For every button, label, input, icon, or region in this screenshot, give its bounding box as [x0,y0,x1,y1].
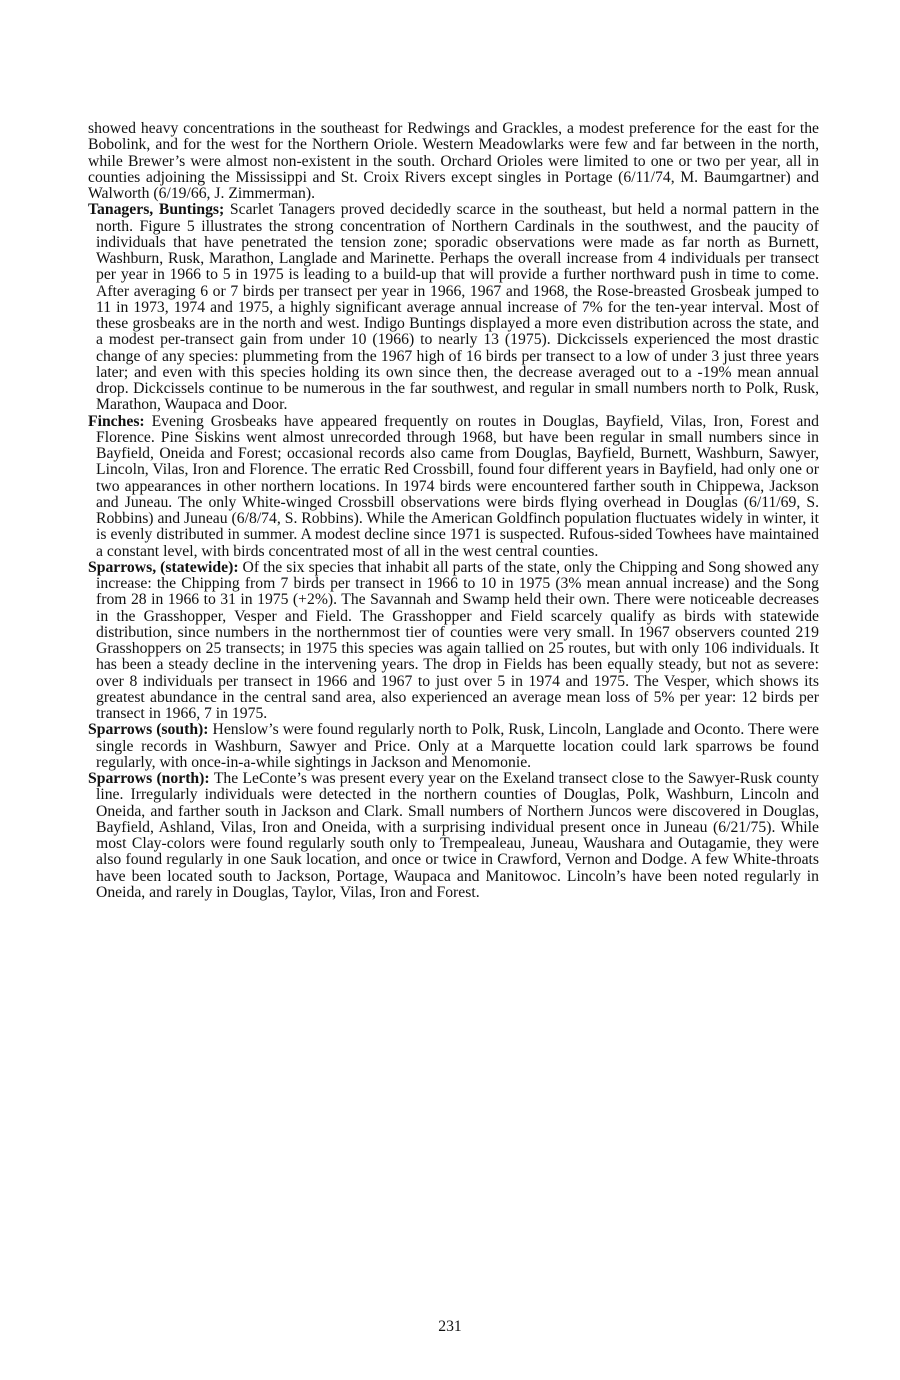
section-heading-sparrows-south: Sparrows (south): [88,721,213,739]
paragraph-continuation [88,121,819,202]
paragraph-text: Of the six species that inhabit all parts of the state, only the Chipping and Song showed any increase: the Chipping from 7 birds per transect in 1966 to 10 in 1975 (3% mean annual increase) and the Song from 28 in 1966 to 31 in 1975 (+2%). The Savannah and Swamp held their own. There were noticeable decreases in the Grasshopper, Vesper and Field. The Grasshopper and Field scarcely qualify as birds with statewide distribution, since numbers in the northernmost tier of counties were very small. In 1967 observers counted 219 Grasshoppers on 25 transects; in 1975 this species was again tallied on 25 routes, but with only 106 individuals. It has been a steady decline in the intervening years. The drop in Fields has been equally steady, but not as severe: over 8 individuals per transect in 1966 and 1967 to just over 5 in 1974 and 1975. The Vesper, which shows its greatest abundance in the central sand area, also experienced an average mean loss of 5% per year: 12 birds per transect in 1966, 7 in 1975. [96,558,819,722]
paragraph-text: Evening Grosbeaks have appeared frequently on routes in Douglas, Bayfield, Vilas, Iron, Forest and Florence. Pine Siskins went almost unrecorded through 1968, but have been regular in small numbers since in Bayfield, Oneida and Forest; occasional records also came from Douglas, Bayfield, Burnett, Washburn, Sawyer, Lincoln, Vilas, Iron and Florence. The erratic Red Crossbill, found four different years in Bayfield, had only one or two appearances in other northern locations. In 1974 birds were encountered farther south in Chippewa, Jackson and Juneau. The only White-winged Crossbill observations were birds flying overhead in Douglas (6/11/69, S. Robbins) and Juneau (6/8/74, S. Robbins). While the American Goldfinch population fluctuates widely in winter, it is evenly distributed in summer. A modest decline since 1971 is suspected. Rufous-sided Towhees have maintained a constant level, with birds concentrated most of all in the west central counties. [96,412,819,560]
article-body [88,121,819,901]
paragraph-finches [88,414,819,560]
page-number: 231 [438,1318,462,1335]
section-heading-sparrows-statewide: Sparrows, (statewide): [88,558,243,576]
paragraph-text: showed heavy concentrations in the southeast for Redwings and Grackles, a modest preference for the east for the Bobolink, and for the west for the Northern Oriole. Western Meadowlarks were few and far between in the north, while Brewer’s were almost non-existent in the south. Orchard Orioles were limited to one or two per year, all in counties adjoining the Mississippi and St. Croix Rivers except singles in Portage (6/11/74, M. Baumgartner) and Walworth (6/19/66, J. Zimmerman). [88,120,819,202]
section-heading-finches: Finches: [88,412,152,430]
paragraph-sparrows-south [88,722,819,771]
paragraph-sparrows-north [88,771,819,901]
paragraph-text: Scarlet Tanagers proved decidedly scarce in the southeast, but held a normal pattern in the north. Figure 5 illustrates the strong concentration of Northern Cardinals in the southwest, and the paucity of individuals that have penetrated the tension zone; sporadic observations were made as far north as Burnett, Washburn, Rusk, Marathon, Langlade and Marinette. Perhaps the overall increase from 4 individuals per transect per year in 1966 to 5 in 1975 is leading to a build-up that will provide a further northward push in time to come. After averaging 6 or 7 birds per transect per year in 1966, 1967 and 1968, the Rose-breasted Grosbeak jumped to 11 in 1973, 1974 and 1975, a highly significant average annual increase of 7% for the ten-year interval. Most of these grosbeaks are in the north and west. Indigo Buntings displayed a more even distribution across the state, and a modest per-transect gain from under 10 (1966) to nearly 13 (1975). Dickcissels experienced the most drastic change of any species: plummeting from the 1967 high of 16 birds per transect to a low of under 3 just three years later; and even with this species holding its own since then, the decrease averaged out to a -19% mean annual drop. Dickcissels continue to be numerous in the far southwest, and regular in small numbers north to Polk, Rusk, Marathon, Waupaca and Door. [96,201,820,414]
section-heading-tanagers-buntings: Tanagers, Buntings; [88,201,230,219]
paragraph-text: Henslow’s were found regularly north to Polk, Rusk, Lincoln, Langlade and Oconto. There were single records in Washburn, Sawyer and Price. Only at a Marquette location could lark sparrows be found regularly, with once-in-a-while sightings in Jackson and Menomonie. [96,721,819,771]
paragraph-sparrows-statewide [88,560,819,723]
section-heading-sparrows-north: Sparrows (north): [88,770,214,787]
paragraph-tanagers-buntings [88,202,819,413]
paragraph-text: The LeConte’s was present every year on the Exeland transect close to the Sawyer-Rusk county line. Irregularly individuals were detected in the northern counties of Douglas, Polk, Washburn, Lincoln and Oneida, and farther south in Jackson and Clark. Small numbers of Northern Juncos were discovered in Douglas, Bayfield, Ashland, Vilas, Iron and Oneida, with a surprising individual present once in Juneau (6/21/75). While most Clay-colors were found regularly south only to Trempealeau, Juneau, Waushara and Outagamie, they were also found regularly in one Sauk location, and once or twice in Crawford, Vernon and Dodge. A few White-throats have been located south to Jackson, Portage, Waupaca and Manitowoc. Lincoln’s have been noted regularly in Oneida, and rarely in Douglas, Taylor, Vilas, Iron and Forest. [96,770,819,901]
